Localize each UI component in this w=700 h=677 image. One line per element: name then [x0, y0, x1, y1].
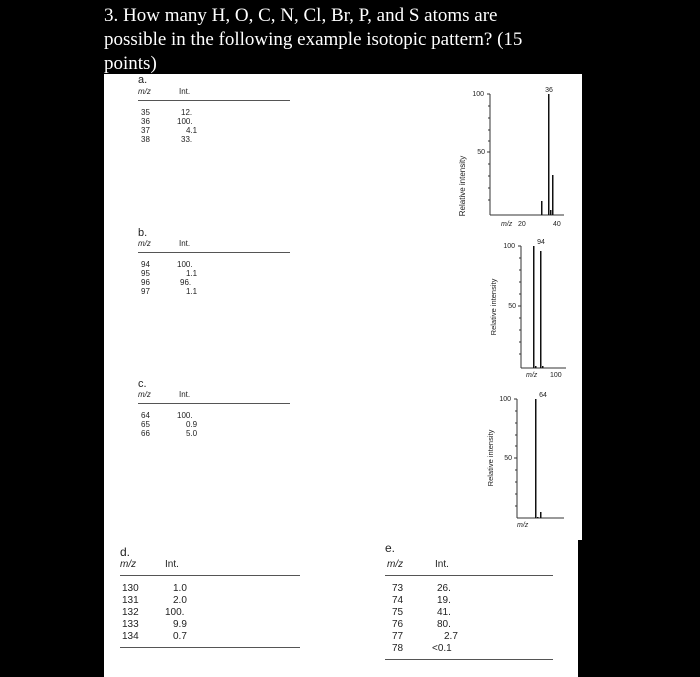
spectrum-b-axis-label: m/z — [526, 372, 538, 379]
table-d-mz-1: 131 — [122, 595, 139, 606]
table-a-mz-header: m/z — [138, 87, 151, 96]
spectrum-c-peak-65 — [537, 517, 539, 518]
table-b-int-3: 1.1 — [186, 287, 198, 296]
table-b-int-2: 96. — [180, 278, 192, 287]
spectrum-a-y50-label: 50 — [477, 149, 485, 156]
table-c-int-0: 100. — [177, 411, 193, 420]
table-c-mz-2: 66 — [141, 429, 150, 438]
table-e-mz-4: 77 — [392, 631, 404, 642]
table-b-mz-2: 96 — [141, 278, 150, 287]
table-a-label: a. — [138, 74, 148, 86]
spectrum-b-peak-label: 94 — [537, 239, 545, 246]
table-c-mz-header: m/z — [138, 390, 151, 399]
table-a-int-3: 33. — [181, 135, 193, 144]
table-d-mz-4: 134 — [122, 631, 139, 642]
table-a-int-2: 4.1 — [186, 126, 198, 135]
table-b-mz-1: 95 — [141, 269, 150, 278]
spectrum-a-x40-label: 40 — [553, 221, 561, 228]
spectrum-c-y50-label: 50 — [504, 455, 512, 462]
spectrum-a-peak-37 — [550, 210, 552, 215]
table-d-int-2: 100. — [165, 607, 185, 618]
table-e-int-1: 19. — [437, 595, 451, 606]
table-a-mz-1: 36 — [141, 117, 150, 126]
spectrum-a-y-title: Relative intensity — [458, 155, 467, 217]
spectrum-b-y50-label: 50 — [508, 303, 516, 310]
question-line-1: 3. How many H, O, C, N, Cl, Br, P, and S atoms are — [104, 5, 498, 26]
table-a-mz-2: 37 — [141, 126, 150, 135]
spectrum-b-y-title: Relative intensity — [489, 278, 498, 336]
spectrum-b-y100-label: 100 — [503, 243, 515, 250]
table-b-mz-3: 97 — [141, 287, 150, 296]
spectrum-a-x20-label: 20 — [518, 221, 526, 228]
spectrum-c — [486, 392, 564, 529]
table-b-int-0: 100. — [177, 260, 193, 269]
spectrum-a-axis-label: m/z — [501, 221, 513, 228]
table-d-int-header: Int. — [165, 559, 179, 570]
table-c-int-header: Int. — [179, 390, 191, 399]
spectrum-c-peak-64 — [535, 399, 537, 518]
spectrum-a-peak-35 — [541, 201, 543, 215]
table-e-mz-0: 73 — [392, 583, 404, 594]
table-e-rule — [385, 575, 553, 576]
table-e-int-0: 26. — [437, 583, 451, 594]
table-e-mz-1: 74 — [392, 595, 404, 606]
table-e-int-header: Int. — [435, 559, 449, 570]
table-d-mz-header: m/z — [120, 559, 137, 570]
table-e-mz-header: m/z — [387, 559, 404, 570]
table-b-int-1: 1.1 — [186, 269, 198, 278]
table-a-mz-0: 35 — [141, 108, 150, 117]
table-d-bottom-rule — [120, 647, 300, 648]
table-d-int-0: 1.0 — [173, 583, 187, 594]
table-b-int-header: Int. — [179, 239, 191, 248]
table-e-mz-2: 75 — [392, 607, 404, 618]
spectrum-b-peak-96 — [540, 251, 542, 368]
table-d-int-3: 9.9 — [173, 619, 187, 630]
table-a-int-header: Int. — [179, 87, 191, 96]
table-e-mz-3: 76 — [392, 619, 404, 630]
spectrum-a-peak-label: 36 — [545, 87, 553, 94]
isotope-tables-panel — [104, 74, 582, 540]
table-d-rule — [120, 575, 300, 576]
question-line-3: points) — [104, 53, 157, 74]
table-d-mz-2: 132 — [122, 607, 139, 618]
spectrum-b-peak-97 — [542, 366, 544, 368]
spectrum-a-y100-label: 100 — [472, 91, 484, 98]
table-d-mz-3: 133 — [122, 619, 139, 630]
table-a-int-1: 100. — [177, 117, 193, 126]
table-e-int-2: 41. — [437, 607, 451, 618]
table-d-label: d. — [120, 545, 131, 559]
table-d-int-1: 2.0 — [173, 595, 187, 606]
mass-spectra — [104, 74, 582, 540]
spectrum-b-peak-95 — [535, 366, 537, 368]
table-a-int-0: 12. — [181, 108, 193, 117]
table-c-int-2: 5.0 — [186, 429, 198, 438]
spectrum-b-peak-94 — [533, 246, 535, 368]
table-e-mz-5: 78 — [392, 643, 404, 654]
spectrum-a — [458, 87, 564, 228]
spectrum-c-peak-66 — [540, 512, 542, 518]
table-e-bottom-rule — [385, 659, 553, 660]
question-line-2: possible in the following example isotopic pattern? (15 — [104, 29, 523, 50]
isotope-tables-panel-lower — [104, 535, 578, 677]
spectrum-b-x100-label: 100 — [550, 372, 562, 379]
spectrum-a-peak-36 — [548, 94, 550, 215]
table-e-int-4: 2.7 — [444, 631, 458, 642]
table-d-mz-0: 130 — [122, 583, 139, 594]
table-c-int-1: 0.9 — [186, 420, 198, 429]
table-d-int-4: 0.7 — [173, 631, 187, 642]
table-b-label: b. — [138, 227, 148, 239]
question-text — [104, 4, 604, 76]
spectrum-a-peak-38 — [552, 175, 554, 215]
spectrum-c-axis-label: m/z — [517, 522, 529, 529]
table-e-int-5: <0.1 — [432, 643, 452, 654]
table-c-label: c. — [138, 378, 147, 390]
spectrum-c-y-title: Relative intensity — [486, 429, 495, 487]
spectrum-b — [489, 239, 566, 379]
table-e-label: e. — [385, 541, 396, 555]
table-b-mz-header: m/z — [138, 239, 151, 248]
table-e-int-3: 80. — [437, 619, 451, 630]
table-c-mz-1: 65 — [141, 420, 150, 429]
table-a-mz-3: 38 — [141, 135, 150, 144]
spectrum-c-y100-label: 100 — [499, 396, 511, 403]
table-c-mz-0: 64 — [141, 411, 150, 420]
spectrum-c-peak-label: 64 — [539, 392, 547, 399]
table-b-mz-0: 94 — [141, 260, 150, 269]
